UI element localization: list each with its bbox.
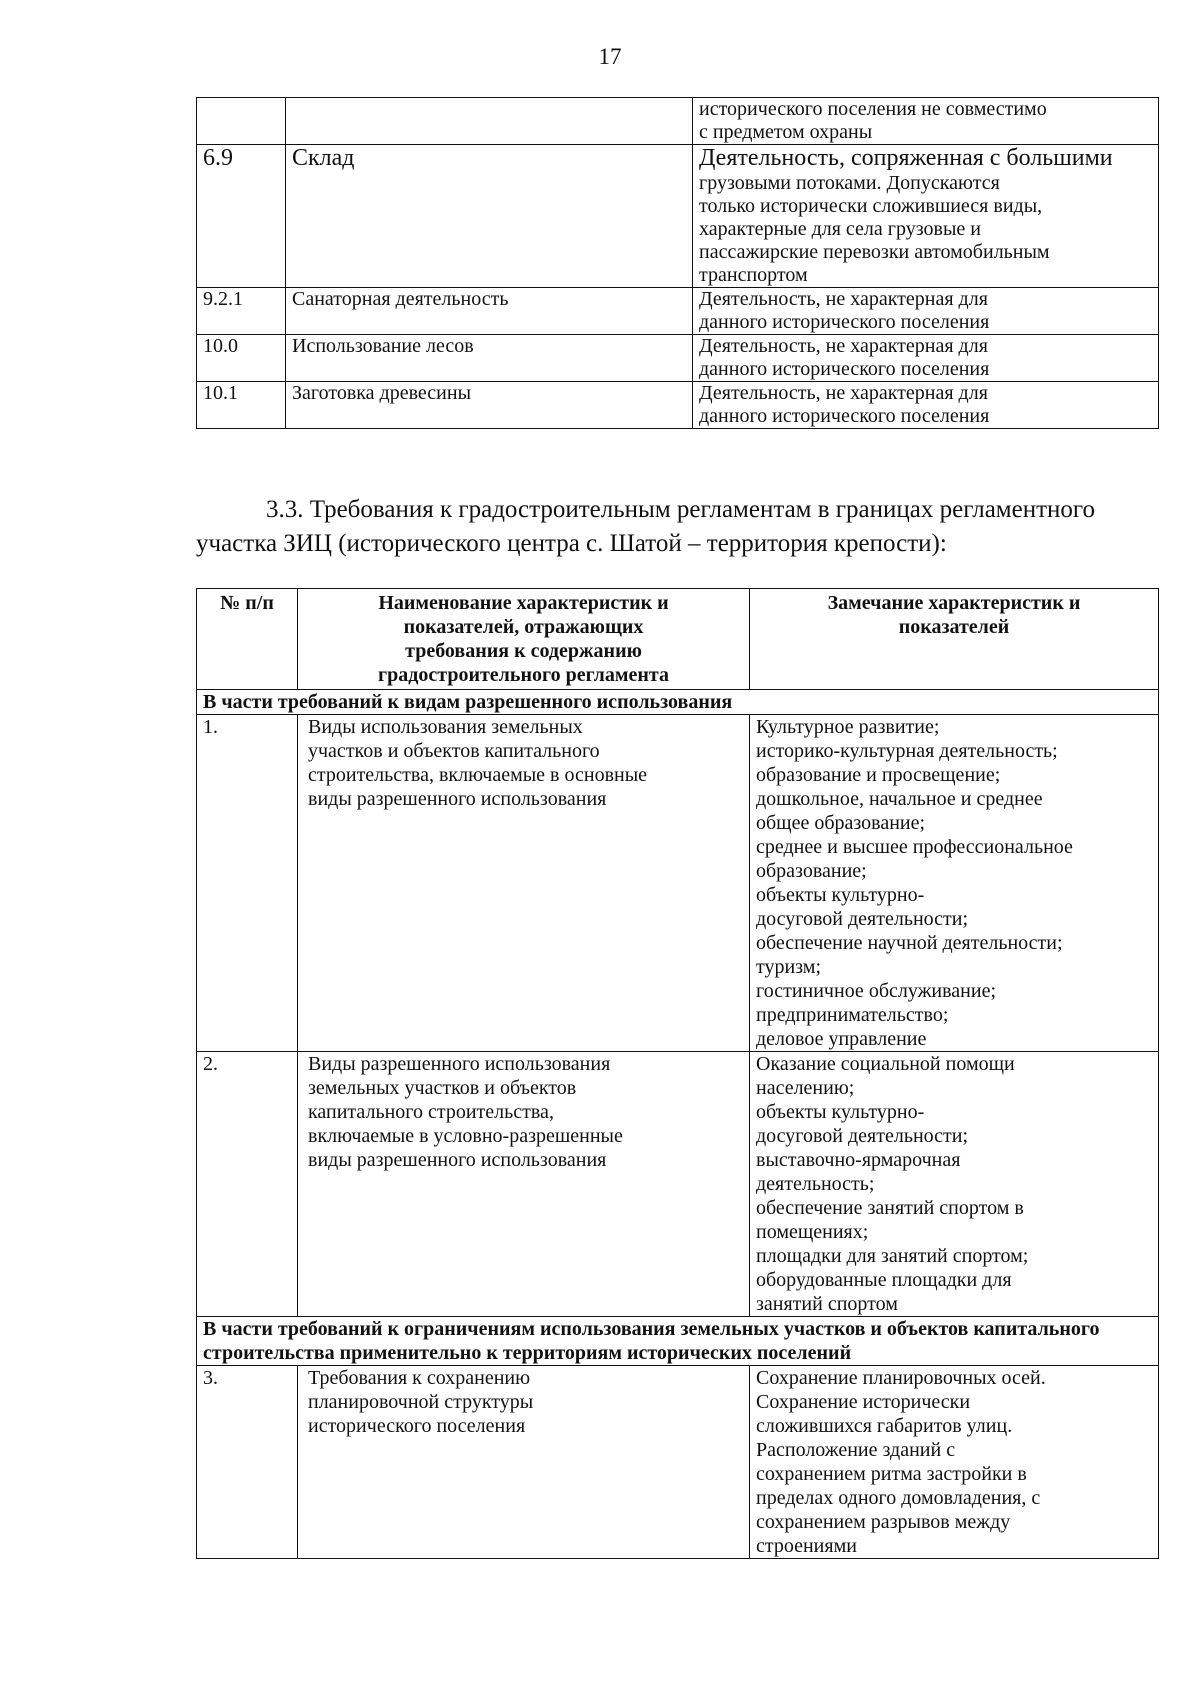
name-cell: Требования к сохранению планировочной структуры исторического поселения	[298, 1366, 750, 1559]
page-number: 17	[598, 44, 622, 69]
land-use-table	[196, 97, 1159, 429]
note-cell: Сохранение планировочных осей. Сохранение исторически сложившихся габаритов улиц. Расположение зданий с сохранением ритма застройки в пределах одного домовладения, с сохранением разрывов между строениями	[750, 1366, 1159, 1559]
note-rest: грузовыми потоками. Допускаются только исторически сложившиеся виды, характерные для села грузовые и пассажирские перевозки автомобильным транспортом	[699, 172, 1050, 286]
name-cell: Использование лесов	[286, 335, 693, 382]
table-row	[197, 98, 1159, 145]
num-cell: 2.	[197, 1052, 298, 1317]
note-cell: Деятельность, не характерная для данного исторического поселения	[693, 382, 1159, 429]
name-cell: Санаторная деятельность	[286, 288, 693, 335]
name-cell: Виды разрешенного использования земельных участков и объектов капитального строительства, включаемые в условно-разрешенные виды разрешенного использования	[298, 1052, 750, 1317]
code-cell: 6.9	[197, 145, 286, 288]
requirements-table	[196, 588, 1159, 1559]
code-cell: 10.0	[197, 335, 286, 382]
code-cell	[197, 98, 286, 145]
header-row	[197, 589, 1159, 690]
note-first-line: Деятельность, сопряженная с большими	[699, 145, 1113, 171]
group-heading: В части требований к видам разрешенного использования	[197, 690, 1159, 715]
num-cell: 3.	[197, 1366, 298, 1559]
num-cell: 1.	[197, 715, 298, 1052]
name-cell: Заготовка древесины	[286, 382, 693, 429]
table-row	[197, 335, 1159, 382]
code-cell: 9.2.1	[197, 288, 286, 335]
group-row	[197, 1317, 1159, 1366]
note-cell: Культурное развитие; историко-культурная деятельность; образование и просвещение; дошкольное, начальное и среднее общее образование; среднее и высшее профессиональное образование; объекты культурно- досуговой деятельности; обеспечение научной деятельности; туризм; гостиничное обслуживание; предпринимательство; деловое управление	[750, 715, 1159, 1052]
table-row	[197, 1366, 1159, 1559]
note-cell	[693, 145, 1159, 288]
table-row	[197, 1052, 1159, 1317]
table-row	[197, 382, 1159, 429]
note-cell: Деятельность, не характерная для данного исторического поселения	[693, 335, 1159, 382]
group-row	[197, 690, 1159, 715]
note-cell: Деятельность, не характерная для данного исторического поселения	[693, 288, 1159, 335]
section-heading	[196, 493, 1159, 561]
header-name: Наименование характеристик и показателей, отражающих требования к содержанию градостроительного регламента	[298, 589, 750, 690]
table-row	[197, 288, 1159, 335]
header-num: № п/п	[197, 589, 298, 690]
name-cell: Виды использования земельных участков и объектов капитального строительства, включаемые в основные виды разрешенного использования	[298, 715, 750, 1052]
section-heading-text: 3.3. Требования к градостроительным регламентам в границах регламентного участка ЗИЦ (исторического центра с. Шатой – территория крепости):	[196, 496, 1096, 557]
name-cell	[286, 98, 693, 145]
note-cell: исторического поселения не совместимо с предметом охраны	[693, 98, 1159, 145]
name-cell: Склад	[286, 145, 693, 288]
group-heading: В части требований к ограничениям использования земельных участков и объектов капитального строительства применительно к территориям исторических поселений	[197, 1317, 1159, 1366]
table-row	[197, 715, 1159, 1052]
table-row	[197, 145, 1159, 288]
note-cell: Оказание социальной помощи населению; объекты культурно- досуговой деятельности; выставочно-ярмарочная деятельность; обеспечение занятий спортом в помещениях; площадки для занятий спортом; оборудованные площадки для занятий спортом	[750, 1052, 1159, 1317]
code-cell: 10.1	[197, 382, 286, 429]
header-note: Замечание характеристик и показателей	[750, 589, 1159, 690]
